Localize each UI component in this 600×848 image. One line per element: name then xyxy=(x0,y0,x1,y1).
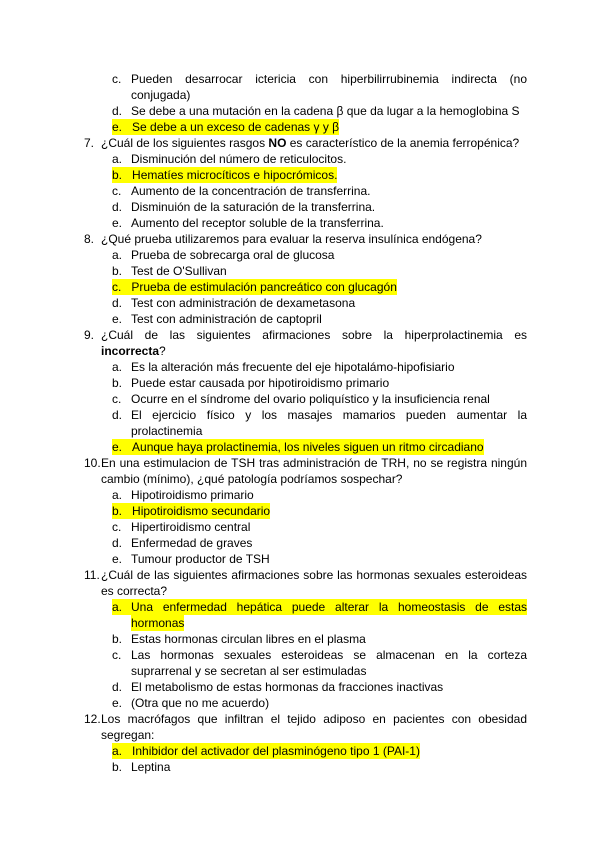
option-letter: e. xyxy=(112,312,123,326)
option-text: Pueden desarrocar ictericia con hiperbilirrubinemia indirecta (no xyxy=(131,72,527,86)
question-stem: ¿Cuál de las siguientes afirmaciones sobre las hormonas sexuales esteroideas xyxy=(101,568,527,582)
option-text: (Otra que no me acuerdo) xyxy=(131,696,270,710)
option-text: Hipotiroidismo primario xyxy=(131,488,254,502)
highlighted-answer: b. Hematíes microcíticos e hipocrómicos. xyxy=(112,168,338,182)
option-text: Tumour productor de TSH xyxy=(131,552,270,566)
option-letter: c. xyxy=(112,72,122,86)
option-text: Disminuión de la saturación de la transferrina. xyxy=(131,200,376,214)
option-text: Test con administración de dexametasona xyxy=(131,296,356,310)
highlighted-answer: e. Se debe a un exceso de cadenas γ y β xyxy=(112,120,340,134)
option-letter: c. xyxy=(112,184,122,198)
option-text: Estas hormonas circulan libres en el plasma xyxy=(131,632,366,646)
option-text: Leptina xyxy=(131,760,171,774)
option-letter: d. xyxy=(112,296,123,310)
highlighted-answer-continued: hormonas xyxy=(131,616,185,630)
question-stem: incorrecta? xyxy=(101,344,166,358)
option-text: Prueba de sobrecarga oral de glucosa xyxy=(131,248,335,262)
option-letter: e. xyxy=(112,696,123,710)
question-number: 10. xyxy=(84,456,101,470)
option-text: Ocurre en el síndrome del ovario poliquístico y la insuficiencia renal xyxy=(131,392,490,406)
option-letter: e. xyxy=(112,216,123,230)
option-text: Aumento de la concentración de transferrina. xyxy=(131,184,371,198)
option-letter: a. xyxy=(112,360,123,374)
option-text: Disminución del número de reticulocitos. xyxy=(131,152,347,166)
option-letter: a. xyxy=(112,152,123,166)
question-stem: ¿Cuál de las siguientes afirmaciones sobre la hiperprolactinemia es xyxy=(101,328,527,342)
option-text: El metabolismo de estas hormonas da fracciones inactivas xyxy=(131,680,444,694)
question-stem: ¿Cuál de los siguientes rasgos NO es característico de la anemia ferropénica? xyxy=(101,136,520,150)
option-letter: c. xyxy=(112,520,122,534)
option-letter: a. xyxy=(112,488,123,502)
option-letter: b. xyxy=(112,632,123,646)
question-stem: segregan: xyxy=(101,728,155,742)
option-letter: e. xyxy=(112,552,123,566)
option-letter: a. xyxy=(112,248,123,262)
highlighted-answer: a. Inhibidor del activador del plasminógeno tipo 1 (PAI-1) xyxy=(112,744,420,758)
option-letter: d. xyxy=(112,200,123,214)
option-text: Aumento del receptor soluble de la transferrina. xyxy=(131,216,384,230)
option-text: conjugada) xyxy=(131,88,191,102)
option-letter: b. xyxy=(112,376,123,390)
option-letter: d. xyxy=(112,536,123,550)
option-letter: c. xyxy=(112,648,122,662)
option-text: prolactinemia xyxy=(131,424,203,438)
option-text: Test con administración de captopril xyxy=(131,312,322,326)
option-text: Test de O'Sullivan xyxy=(131,264,227,278)
option-letter: c. xyxy=(112,392,122,406)
option-text: Hipertiroidismo central xyxy=(131,520,251,534)
option-letter: d. xyxy=(112,408,123,422)
question-number: 11. xyxy=(84,568,100,582)
question-number: 7. xyxy=(84,136,95,150)
question-stem: En una estimulacion de TSH tras administración de TRH, no se registra ningún xyxy=(101,456,527,470)
option-letter: d. xyxy=(112,680,123,694)
option-text: Enfermedad de graves xyxy=(131,536,253,550)
option-text: suprarrenal y se secretan al ser estimuladas xyxy=(131,664,367,678)
option-text: Es la alteración más frecuente del eje hipotalámo-hipofisiario xyxy=(131,360,455,374)
option-text: El ejercicio físico y los masajes mamarios pueden aumentar la xyxy=(131,408,527,422)
question-number: 9. xyxy=(84,328,95,342)
option-letter: d. xyxy=(112,104,123,118)
question-stem: cambio (mínimo), ¿qué patología podríamos sospechar? xyxy=(101,472,403,486)
question-stem: es correcta? xyxy=(101,584,168,598)
option-letter: b. xyxy=(112,760,123,774)
highlighted-answer: b. Hipotiroidismo secundario xyxy=(112,504,271,518)
option-text: Las hormonas sexuales esteroideas se almacenan en la corteza xyxy=(131,648,527,662)
question-number: 12. xyxy=(84,712,101,726)
question-stem: ¿Qué prueba utilizaremos para evaluar la reserva insulínica endógena? xyxy=(101,232,482,246)
option-text: Puede estar causada por hipotiroidismo primario xyxy=(131,376,390,390)
question-number: 8. xyxy=(84,232,95,246)
highlighted-answer: e. Aunque haya prolactinemia, los niveles siguen un ritmo circadiano xyxy=(112,440,484,454)
question-stem: Los macrófagos que infiltran el tejido adiposo en pacientes con obesidad xyxy=(101,712,527,726)
highlighted-answer: a. Una enfermedad hepática puede alterar la homeostasis de estas xyxy=(112,600,527,614)
highlighted-answer: c. Prueba de estimulación pancreático con glucagón xyxy=(112,280,397,294)
option-text: Se debe a una mutación en la cadena β que da lugar a la hemoglobina S xyxy=(131,104,520,118)
option-letter: b. xyxy=(112,264,123,278)
